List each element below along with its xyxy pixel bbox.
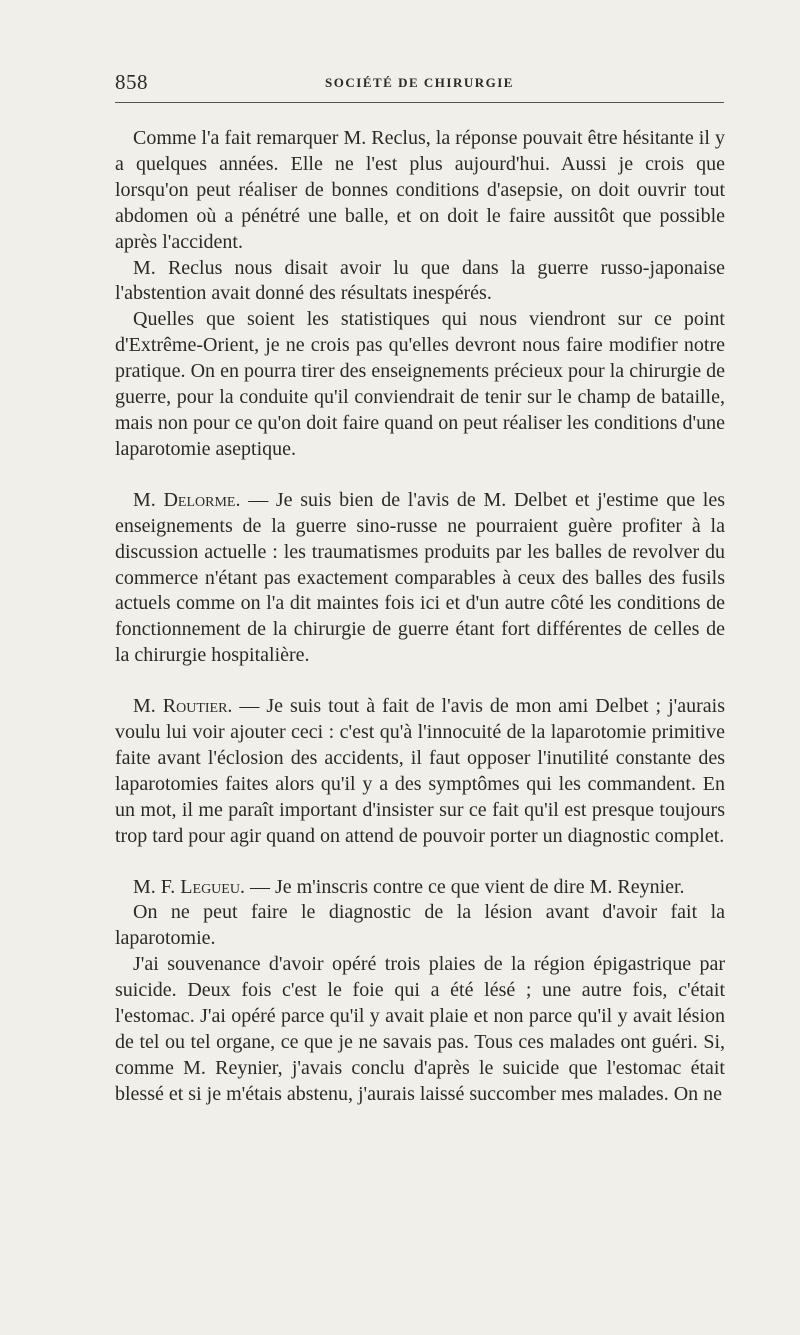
paragraph: On ne peut faire le diagnostic de la lésion avant d'avoir fait la laparotomie. xyxy=(115,901,725,950)
running-title: SOCIÉTÉ DE CHIRURGIE xyxy=(325,75,514,90)
paragraph: Quelles que soient les statistiques qui nous viendront sur ce point d'Extrême-Orient, je ne crois pas qu'elles devront nous faire modifier notre pratique. On en pourra tirer des enseignements précieux pour la chirurgie de guerre, pour la conduite qu'il conviendrait de tenir sur le champ de bataille, mais non pour ce qu'on doit faire quand on peut réaliser les conditions d'une laparotomie aseptique. xyxy=(115,308,725,460)
paragraph: J'ai souvenance d'avoir opéré trois plaies de la région épigastrique par suicide. Deux fois c'est le foie qui a été lésé ; une autre fois, c'était l'estomac. J'ai opéré parce qu'il y avait plaie et non parce qu'il y avait lésion de tel ou tel organe, ce que je ne savais pas. Tous ces malades ont guéri. Si, comme M. Reynier, j'avais conclu d'après le suicide que l'estomac était blessé et si je m'étais abstenu, j'aurais laissé succomber mes malades. On ne xyxy=(115,953,725,1105)
page-header xyxy=(115,70,724,98)
speaker-name: M. F. Legueu. xyxy=(133,875,245,898)
speaker-name: M. Delorme. xyxy=(133,488,241,511)
paragraph: M. Delorme. — Je suis bien de l'avis de M. Delbet et j'estime que les enseignements de la guerre sino-russe ne pourraient guère profiter à la discussion actuelle : les traumatismes produits par les balles de revolver du commerce n'étant pas exactement comparables à ceux des balles des fusils actuels comme on l'a dit maintes fois ici et d'un autre côté les conditions de fonctionnement de la chirurgie de guerre étant fort différentes de celles de la chirurgie hospitalière. xyxy=(115,488,725,667)
body-text xyxy=(115,126,725,1108)
paragraph: M. Reclus nous disait avoir lu que dans la guerre russo-japonaise l'abstention avait donné des résultats inespérés. xyxy=(115,256,725,305)
page-number: 858 xyxy=(115,70,148,94)
paragraph: M. Routier. — Je suis tout à fait de l'avis de mon ami Delbet ; j'aurais voulu lui voir ajouter ceci : c'est qu'à l'innocuité de la laparotomie primitive faite avant l'éclosion des accidents, il faut opposer l'inutilité constante des laparotomies faites alors qu'il y a des symptômes qui les commandent. En un mot, il me paraît important d'insister sur ce fait qu'il est presque toujours trop tard pour agir quand on attend de pouvoir porter un diagnostic complet. xyxy=(115,695,725,847)
paragraph: Comme l'a fait remarquer M. Reclus, la réponse pouvait être hésitante il y a quelques années. Elle ne l'est plus aujourd'hui. Aussi je crois que lorsqu'on peut réaliser de bonnes conditions d'asepsie, on doit ouvrir tout abdomen où a pénétré une balle, et on doit le faire aussitôt que possible après l'accident. xyxy=(115,127,725,253)
paragraph: M. F. Legueu. — Je m'inscris contre ce que vient de dire M. Reynier. xyxy=(133,875,685,898)
header-rule xyxy=(115,102,724,103)
speaker-name: M. Routier. xyxy=(133,695,233,718)
